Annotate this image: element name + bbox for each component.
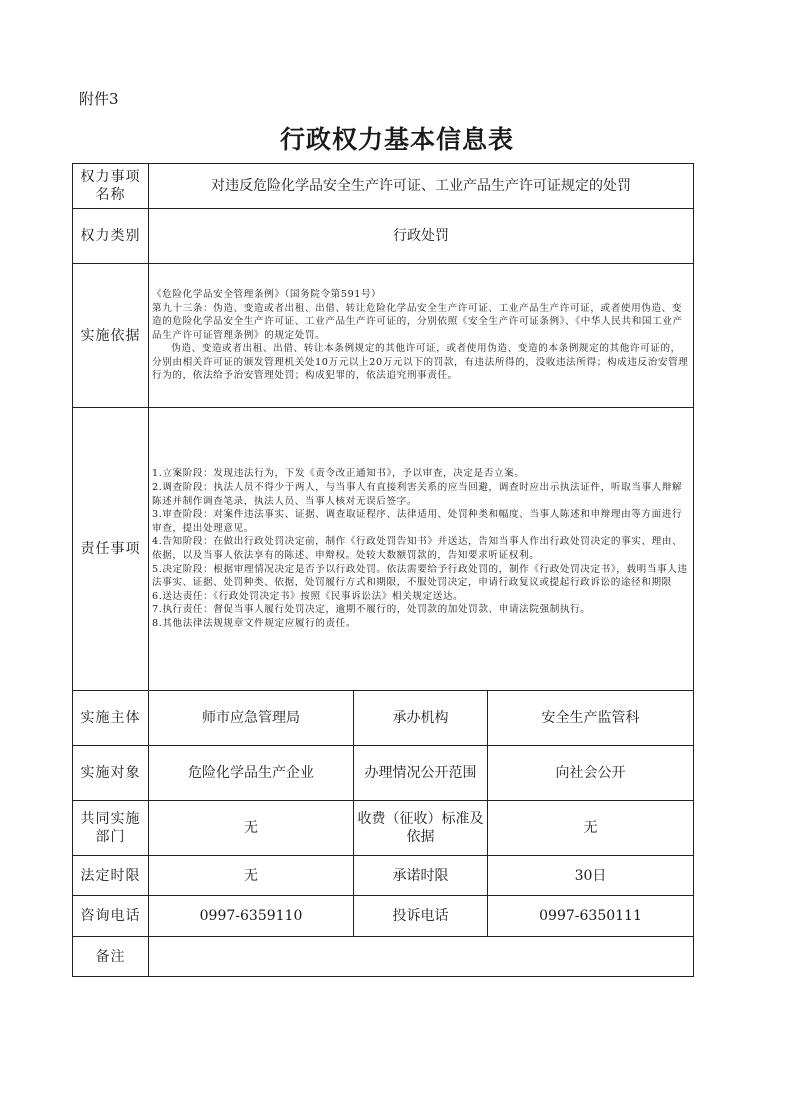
label-promised-limit: 承诺时限: [354, 856, 488, 896]
label-target: 实施对象: [73, 746, 149, 801]
label-consult-phone: 咨询电话: [73, 896, 149, 937]
attachment-label: 附件3: [79, 90, 119, 108]
label-fee-standard: 收费（征收）标准及依据: [354, 801, 488, 856]
row-category: [73, 209, 694, 264]
value-subject: 师市应急管理局: [149, 691, 354, 746]
row-target: [73, 746, 694, 801]
responsibility-item: 6.送达责任：《行政处罚决定书》按照《民事诉讼法》相关规定送达。: [152, 590, 464, 602]
value-fee-standard: 无: [488, 801, 694, 856]
responsibility-item: 8.其他法律法规规章文件规定应履行的责任。: [152, 617, 357, 629]
label-joint-dept: 共同实施部门: [73, 801, 149, 856]
value-disclosure-scope: 向社会公开: [488, 746, 694, 801]
basis-paragraph: 《危险化学品安全管理条例》（国务院令第591号）: [152, 288, 382, 300]
info-table: [72, 163, 694, 977]
row-time-limit: [73, 856, 694, 896]
value-consult-phone: 0997-6359110: [149, 896, 354, 937]
label-basis: 实施依据: [73, 264, 149, 408]
responsibility-item: 4.告知阶段：在做出行政处罚决定前，制作《行政处罚告知书》并送达，告知当事人作出行政处罚决定的事实、理由、依据，以及当事人依法享有的陈述、申辩权。处较大数额罚款的，告知要求听证权利。: [152, 536, 683, 561]
value-responsibility: [149, 408, 694, 691]
basis-paragraph: 第九十三条：伪造、变造或者出租、出借、转让危险化学品安全生产许可证、工业产品生产许可证，或者使用伪造、变造的危险化学品安全生产许可证、工业产品生产许可证的，分别依照《安全生产许可证条例》、《中华人民共和国工业产品生产许可证管理条例》的规定处罚。: [152, 302, 683, 341]
value-remark: [149, 937, 694, 977]
value-promised-limit: 30日: [488, 856, 694, 896]
responsibility-item: 1.立案阶段：发现违法行为，下发《责令改正通知书》，予以审查，决定是否立案。: [152, 468, 525, 480]
responsibility-item: 7.执行责任：督促当事人履行处罚决定，逾期不履行的，处罚款的加处罚款、申请法院强制执行。: [152, 604, 591, 616]
label-disclosure-scope: 办理情况公开范围: [354, 746, 488, 801]
label-remark: 备注: [73, 937, 149, 977]
responsibility-item: 2.调查阶段：执法人员不得少于两人，与当事人有直接利害关系的应当回避，调查时应出示执法证件，听取当事人辩解陈述并制作调查笔录，执法人员、当事人核对无误后签字。: [152, 482, 683, 507]
value-power-name: 对违反危险化学品安全生产许可证、工业产品生产许可证规定的处罚: [149, 164, 694, 209]
row-responsibility: [73, 408, 694, 691]
label-legal-limit: 法定时限: [73, 856, 149, 896]
row-remark: [73, 937, 694, 977]
value-complaint-phone: 0997-6350111: [488, 896, 694, 937]
value-legal-limit: 无: [149, 856, 354, 896]
value-joint-dept: 无: [149, 801, 354, 856]
value-basis: [149, 264, 694, 408]
label-complaint-phone: 投诉电话: [354, 896, 488, 937]
row-basis: [73, 264, 694, 408]
responsibility-item: 5.决定阶段：根据审理情况决定是否予以行政处罚。依法需要给予行政处罚的，制作《行政处罚决定书》，载明当事人违法事实、证据、处罚种类、依据，处罚履行方式和期限，不服处罚决定，申请行政复议或提起行政诉讼的途径和期限: [152, 563, 688, 589]
label-category: 权力类别: [73, 209, 149, 264]
row-subject: [73, 691, 694, 746]
row-power-name: [73, 164, 694, 209]
label-handling-agency: 承办机构: [354, 691, 488, 746]
label-power-name: 权力事项名称: [73, 164, 149, 209]
basis-paragraph: 伪造、变造或者出租、出借、转让本条例规定的其他许可证，或者使用伪造、变造的本条例规定的其他许可证的，分别由相关许可证的颁发管理机关处10万元以上20万元以下的罚款，有违法所得的，没收违法所得；构成违反治安管理行为的，依法给予治安管理处罚；构成犯罪的，依法追究刑事责任。: [152, 343, 689, 382]
value-category: 行政处罚: [149, 209, 694, 264]
page-title: 行政权力基本信息表: [279, 125, 514, 154]
value-target: 危险化学品生产企业: [149, 746, 354, 801]
value-handling-agency: 安全生产监管科: [488, 691, 694, 746]
row-joint: [73, 801, 694, 856]
responsibility-item: 3.审查阶段：对案件违法事实、证据、调查取证程序、法律适用、处罚种类和幅度、当事人陈述和申辩理由等方面进行审查，提出处理意见。: [152, 509, 683, 534]
label-responsibility: 责任事项: [73, 408, 149, 691]
row-phone: [73, 896, 694, 937]
label-subject: 实施主体: [73, 691, 149, 746]
